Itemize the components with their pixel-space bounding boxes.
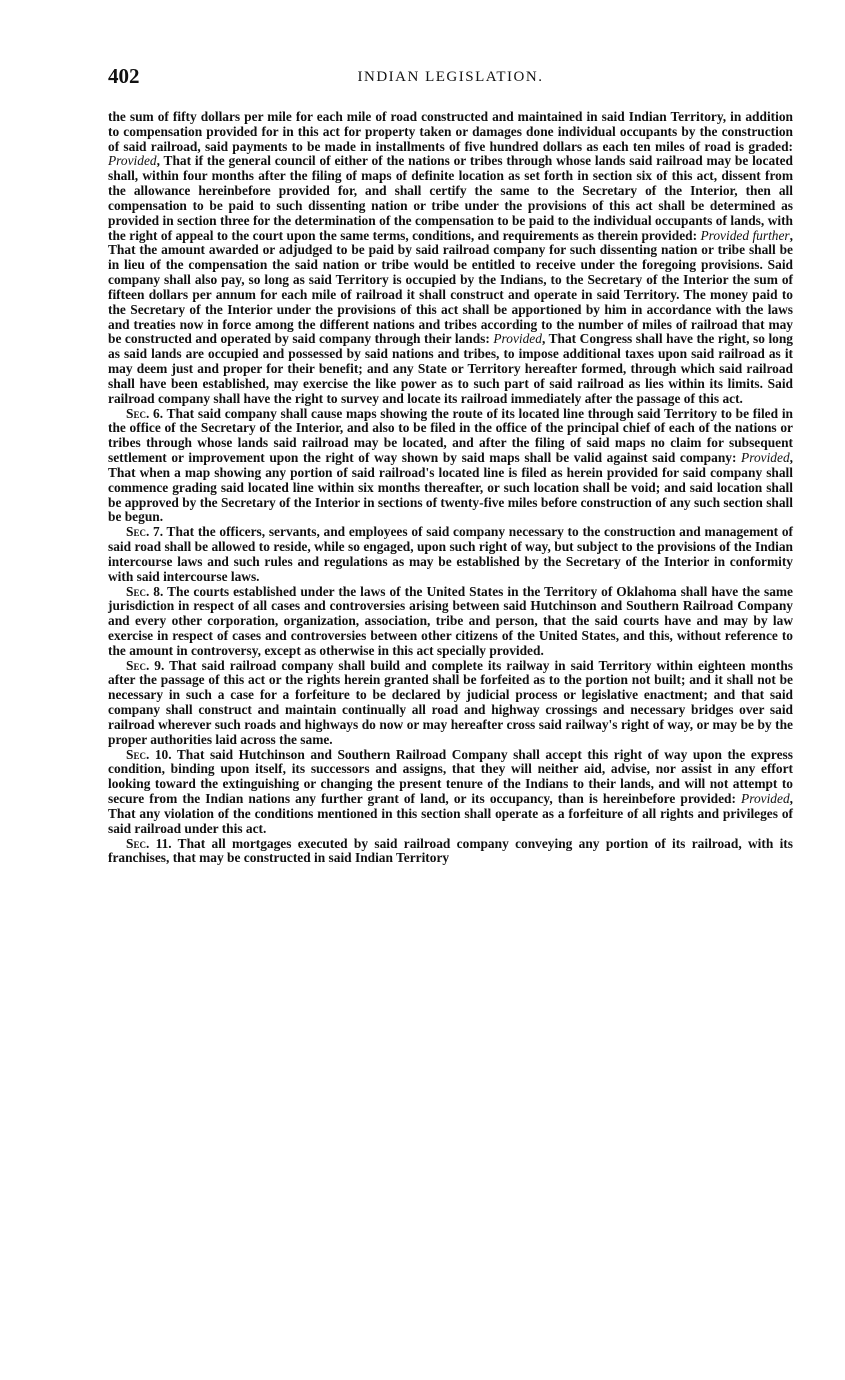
paragraph-text: The courts established under the laws of the United States in the Territory of Oklahoma shall have the same jurisdiction in respect of all cases and controversies arising between said Hutchinson and Southern Railroad Company and every other corporation, organization, association, tribe and person, that the said courts have and may by law exercise in respect of cases and controversies between other citizens of the United States, and this, without reference to the amount in controversy, except as otherwise in this act specially provided.	[108, 583, 793, 658]
page-header	[108, 64, 793, 90]
section-paragraph	[108, 659, 793, 748]
section-paragraph	[108, 407, 793, 526]
section-heading: Sec. 8.	[126, 583, 164, 599]
proviso-term: Provided	[741, 450, 790, 466]
proviso-term: Provided	[741, 791, 790, 807]
paragraph-text: , That if the general council of either of the nations or tribes through whose lands said railroad may be located shall, within four months after the filing of maps of definite location as set forth in section six of this act, dissent from the allowance hereinbefore provided for, and shall certify the same to the Secretary of the Interior, then all compensation to be paid to such dissenting nation or tribe under the provisions of this act shall be determined as provided in section three for the determination of the compensation to be paid to the individual occupants of lands, with the right of appeal to the court upon the same terms, conditions, and requirements as therein provided:	[108, 153, 793, 243]
proviso-term: Provided	[493, 331, 542, 347]
continued-paragraph	[108, 110, 793, 407]
paragraph-text: That all mortgages executed by said railroad company conveying any portion of its railroad, with its franchises, that may be constructed in said Indian Territory	[108, 835, 793, 866]
paragraph-text: , That any violation of the conditions mentioned in this section shall operate as a forfeiture of all rights and privileges of said railroad under this act.	[108, 791, 793, 836]
section-paragraph	[108, 837, 793, 867]
paragraph-text: That said company shall cause maps showing the route of its located line through said Territory to be filed in the office of the Secretary of the Interior, and also to be filed in the office of the principal chief of each of the nations or tribes through whose lands said railroad may be located, and after the filing of said maps no claim for subsequent settlement or improvement upon the right of way shown by said maps shall be valid against said company:	[108, 405, 793, 466]
paragraph-text: the sum of fifty dollars per mile for each mile of road constructed and maintained in said Indian Territory, in addition to compensation provided for in this act for property taken or damages done individual occupants by the construction of said railroad, said payments to be made in installments of five hundred dollars as each ten miles of road is graded:	[108, 109, 793, 154]
section-heading: Sec. 6.	[126, 405, 164, 421]
section-paragraph	[108, 585, 793, 659]
paragraph-text: , That Congress shall have the right, so long as said lands are occupied and possessed by said nations and tribes, to impose additional taxes upon said railroad as it may deem just and proper for their benefit; and any State or Territory hereafter formed, through which said railroad shall have been established, may exercise the like power as to such part of said railroad as lies within its limits. Said railroad company shall have the right to survey and locate its railroad immediately after the passage of this act.	[108, 331, 794, 406]
section-heading: Sec. 11.	[126, 835, 172, 851]
paragraph-text: That said railroad company shall build and complete its railway in said Territory within eighteen months after the passage of this act or the rights herein granted shall be forfeited as to the portion not built; and it shall not be necessary in such a case for a forfeiture to be declared by judicial process or legislative enactment; and that said company shall construct and maintain continually all road and highway crossings and necessary bridges over said railroad wherever such roads and highways do now or may hereafter cross said railway's right of way, or may be by the proper authorities laid across the same.	[108, 657, 793, 747]
running-head: INDIAN LEGISLATION.	[357, 69, 544, 85]
body-text	[108, 110, 793, 866]
proviso-term: Provided	[108, 153, 157, 169]
paragraph-text: That said Hutchinson and Southern Railroad Company shall accept this right of way upon the express condition, binding upon itself, its successors and assigns, that they will neither aid, advise, nor assist in any effort looking toward the extinguishing or changing the present tenure of the Indians to their lands, and will not attempt to secure from the Indian nations any further grant of land, or its occupancy, than is hereinbefore provided:	[108, 746, 793, 807]
section-paragraph	[108, 748, 793, 837]
section-heading: Sec. 7.	[126, 524, 164, 540]
paragraph-text: , That the amount awarded or adjudged to be paid by said railroad company for such dissenting nation or tribe shall be in lieu of the compensation the said nation or tribe would be entitled to receive under the foregoing provisions. Said company shall also pay, so long as said Territory is occupied by the Indians, to the Secretary of the Interior the sum of fifteen dollars per annum for each mile of railroad it shall construct and operate in said Territory. The money paid to the Secretary of the Interior under the provisions of this act shall be apportioned by him in accordance with the laws and treaties now in force among the different nations and tribes according to the number of miles of railroad that may be constructed and operated by said company through their lands:	[108, 227, 793, 347]
page-number: 402	[108, 64, 140, 88]
section-paragraph	[108, 525, 793, 584]
section-heading: Sec. 9.	[126, 657, 165, 673]
proviso-term: Provided further	[700, 227, 790, 243]
paragraph-text: , That when a map showing any portion of said railroad's located line is filed as herein provided for said company shall commence grading said located line within six months thereafter, or such location shall be void; and said location shall be approved by the Secretary of the Interior in sections of twenty-five miles before construction of any such section shall be begun.	[108, 450, 793, 525]
section-heading: Sec. 10.	[126, 746, 172, 762]
paragraph-text: That the officers, servants, and employees of said company necessary to the construction and management of said road shall be allowed to reside, while so engaged, upon such right of way, but subject to the provisions of the Indian intercourse laws and such rules and regulations as may be established by the Secretary of the Interior in conformity with said intercourse laws.	[108, 524, 793, 584]
